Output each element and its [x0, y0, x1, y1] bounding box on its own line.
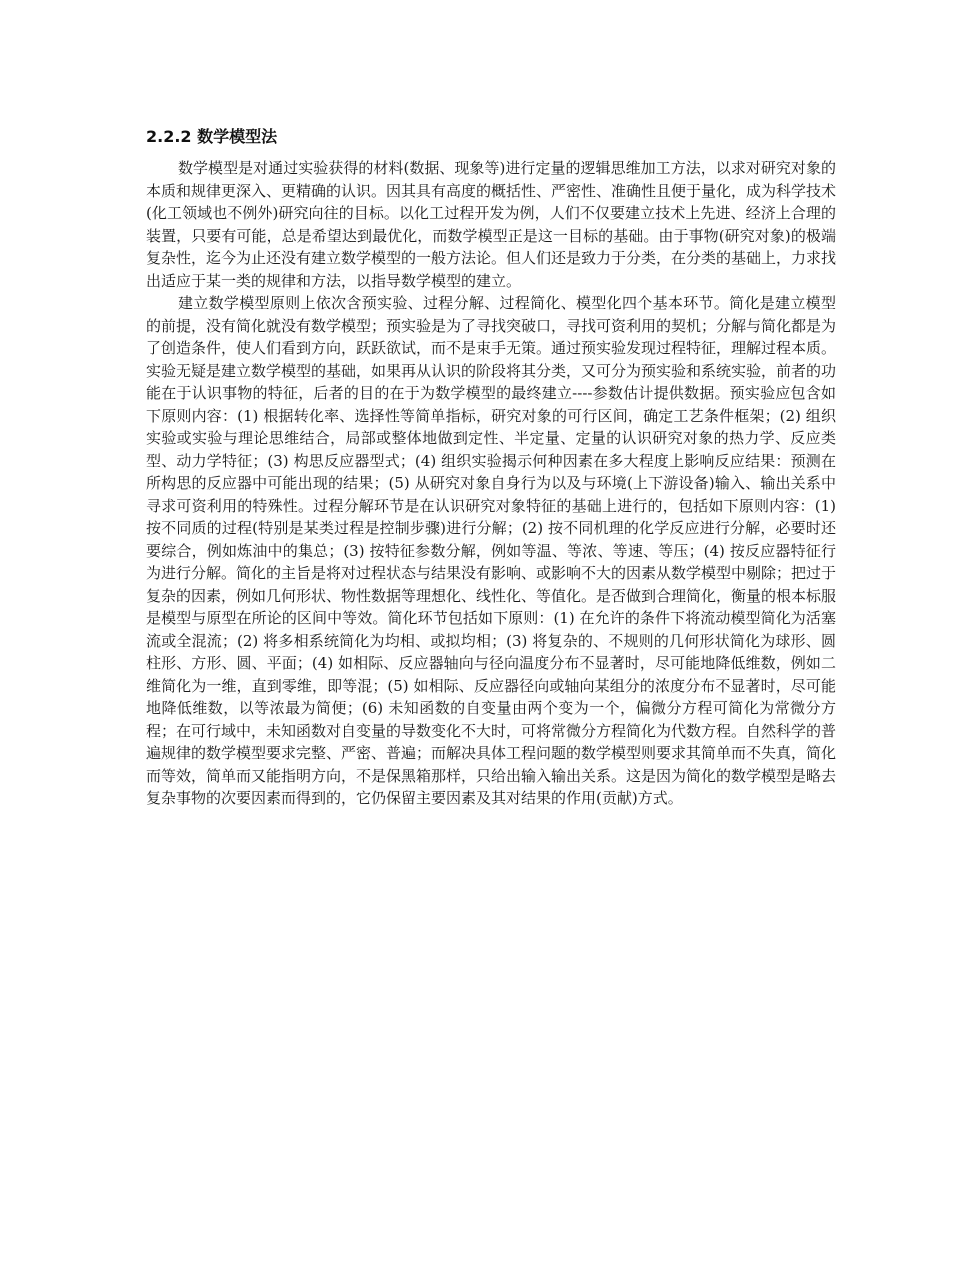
- section-body: [146, 157, 836, 810]
- body-paragraph: 数学模型是对通过实验获得的材料(数据、现象等)进行定量的逻辑思维加工方法，以求对研究对象的本质和规律更深入、更精确的认识。因其具有高度的概括性、严密性、准确性且便于量化，成为科学技术(化工领域也不例外)研究向往的目标。以化工过程开发为例，人们不仅要建立技术上先进、经济上合理的装置，只要有可能，总是希望达到最优化，而数学模型正是这一目标的基础。由于事物(研究对象)的极端复杂性，迄今为止还没有建立数学模型的一般方法论。但人们还是致力于分类，在分类的基础上，力求找出适应于某一类的规律和方法，以指导数学模型的建立。: [146, 159, 837, 290]
- body-paragraph: 建立数学模型原则上依次含预实验、过程分解、过程简化、模型化四个基本环节。简化是建立模型的前提，没有简化就没有数学模型；预实验是为了寻找突破口，寻找可资利用的契机；分解与简化都是为了创造条件，使人们看到方向，跃跃欲试，而不是束手无策。通过预实验发现过程特征，理解过程本质。实验无疑是建立数学模型的基础，如果再从认识的阶段将其分类，又可分为预实验和系统实验，前者的功能在于认识事物的特征，后者的目的在于为数学模型的最终建立----参数估计提供数据。预实验应包含如下原则内容：(1) 根据转化率、选择性等简单指标，研究对象的可行区间，确定工艺条件框架；(2) 组织实验或实验与理论思维结合，局部或整体地做到定性、半定量、定量的认识研究对象的热力学、反应类型、动力学特征；(3) 构思反应器型式；(4) 组织实验揭示何种因素在多大程度上影响反应结果：预测在所构思的反应器中可能出现的结果；(5) 从研究对象自身行为以及与环境(上下游设备)输入、输出关系中寻求可资利用的特殊性。过程分解环节是在认识研究对象特征的基础上进行的，包括如下原则内容：(1) 按不同质的过程(特别是某类过程是控制步骤)进行分解；(2) 按不同机理的化学反应进行分解，必要时还要综合，例如炼油中的集总；(3) 按特征参数分解，例如等温、等浓、等速、等压；(4) 按反应器特征行为进行分解。简化的主旨是将对过程状态与结果没有影响、或影响不大的因素从数学模型中剔除；把过于复杂的因素，例如几何形状、物性数据等理想化、线性化、等值化。是否做到合理简化，衡量的根本标服是模型与原型在所论的区间中等效。简化环节包括如下原则：(1) 在允许的条件下将流动模型简化为活塞流或全混流；(2) 将多相系统简化为均相、或拟均相；(3) 将复杂的、不规则的几何形状简化为球形、圆柱形、方形、圆、平面；(4) 如相际、反应器轴向与径向温度分布不显著时，尽可能地降低维数，例如二维简化为一维，直到零维，即等混；(5) 如相际、反应器径向或轴向某组分的浓度分布不显著时，尽可能地降低维数，以等浓最为简便；(6) 未知函数的自变量由两个变为一个，偏微分方程可简化为常微分方程；在可行域中，未知函数对自变量的导数变化不大时，可将常微分方程简化为代数方程。自然科学的普遍规律的数学模型要求完整、严密、普遍；而解决具体工程问题的数学模型则要求其简单而不失真，简化而等效，简单而又能指明方向，不是保黑箱那样，只给出输入输出关系。这是因为简化的数学模型是略去复杂事物的次要因素而得到的，它仍保留主要因素及其对结果的作用(贡献)方式。: [146, 294, 837, 807]
- section-heading: 2.2.2 数学模型法: [146, 127, 278, 146]
